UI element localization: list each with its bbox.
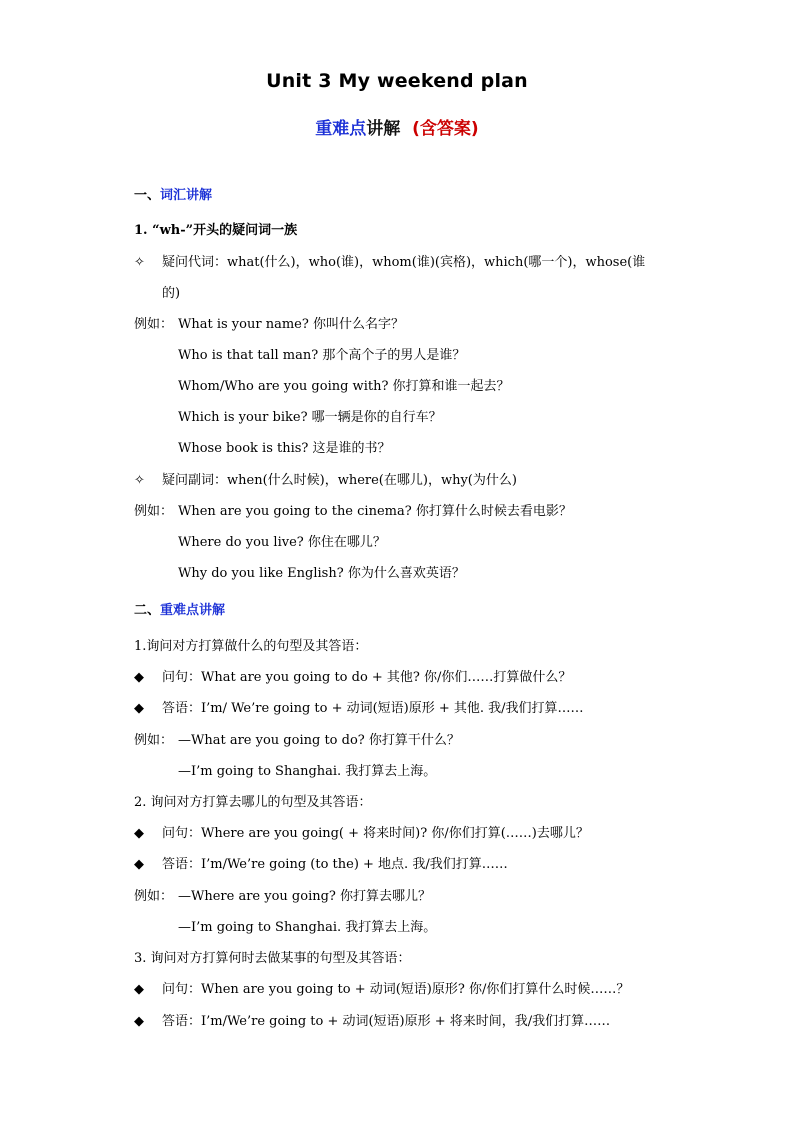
point3-answer: 答语：I’m/We’re going to + 动词(短语)原形 + 将来时间，我/我们打算…… bbox=[162, 1014, 611, 1029]
example-sentence: —I’m going to Shanghai. 我打算去上海。 bbox=[178, 764, 437, 779]
page-title: Unit 3 My weekend plan bbox=[266, 70, 528, 92]
subtitle-key-points: 重难点 bbox=[315, 119, 367, 139]
point2-question: 问句：Where are you going( + 将来时间)? 你/你们打算(……)去哪儿？ bbox=[162, 826, 589, 841]
section1-item1-title: 1. “wh-”开头的疑问词一族 bbox=[134, 223, 298, 238]
example-label: 例如： bbox=[134, 733, 174, 748]
example-sentence: When are you going to the cinema? 你打算什么时候去看电影？ bbox=[178, 504, 572, 519]
example-sentence: —What are you going to do? 你打算干什么？ bbox=[178, 733, 460, 748]
diamond-bullet-icon: ◆ bbox=[134, 982, 144, 997]
section1-title: 词汇讲解 bbox=[160, 188, 213, 203]
section1-heading bbox=[134, 187, 212, 205]
example-sentence: Whose book is this? 这是谁的书？ bbox=[178, 441, 391, 456]
example-sentence: Why do you like English? 你为什么喜欢英语？ bbox=[178, 566, 465, 581]
section2-heading bbox=[134, 602, 225, 620]
point3-question: 问句：When are you going to + 动词(短语)原形? 你/你们打算什么时候……？ bbox=[162, 982, 630, 997]
point1-question: 问句：What are you going to do + 其他? 你/你们……打算做什么？ bbox=[162, 670, 572, 685]
diamond-bullet-icon: ◆ bbox=[134, 701, 144, 716]
point2-answer: 答语：I’m/We’re going (to the) + 地点. 我/我们打算…… bbox=[162, 857, 508, 872]
point3-title: 3. 询问对方打算何时去做某事的句型及其答语： bbox=[134, 951, 411, 966]
diamond-bullet-icon: ◆ bbox=[134, 826, 144, 841]
section1-number: 一、 bbox=[134, 188, 161, 203]
page-subtitle bbox=[0, 114, 794, 139]
point2-title: 2. 询问对方打算去哪儿的句型及其答语： bbox=[134, 795, 372, 810]
pronouns-line-cont: 的) bbox=[162, 286, 181, 301]
example-sentence: Which is your bike? 哪一辆是你的自行车？ bbox=[178, 410, 442, 425]
pronouns-line: 疑问代词：what(什么)，who(谁)，whom(谁)(宾格)，which(哪一个)，whose(谁 bbox=[162, 255, 646, 270]
point1-title: 1.询问对方打算做什么的句型及其答语： bbox=[134, 639, 368, 654]
example-label: 例如： bbox=[134, 504, 174, 519]
point1-answer: 答语：I’m/ We’re going to + 动词(短语)原形 + 其他. 我/我们打算…… bbox=[162, 701, 584, 716]
diamond-bullet-icon: ◆ bbox=[134, 857, 144, 872]
example-sentence: Where do you live? 你住在哪儿？ bbox=[178, 535, 386, 550]
diamond-bullet-icon: ◆ bbox=[134, 670, 144, 685]
section2-number: 二、 bbox=[134, 603, 161, 618]
example-sentence: —Where are you going? 你打算去哪儿？ bbox=[178, 889, 432, 904]
star-bullet-icon: ✧ bbox=[134, 473, 145, 488]
example-sentence: Whom/Who are you going with? 你打算和谁一起去？ bbox=[178, 379, 510, 394]
section2-title: 重难点讲解 bbox=[160, 603, 226, 618]
example-sentence: —I’m going to Shanghai. 我打算去上海。 bbox=[178, 920, 437, 935]
example-label: 例如： bbox=[134, 889, 174, 904]
example-sentence: What is your name? 你叫什么名字？ bbox=[178, 317, 404, 332]
subtitle-explanation: 讲解 bbox=[366, 119, 401, 139]
subtitle-answer-note: (含答案) bbox=[412, 119, 479, 139]
star-bullet-icon: ✧ bbox=[134, 255, 145, 270]
diamond-bullet-icon: ◆ bbox=[134, 1014, 144, 1029]
example-label: 例如： bbox=[134, 317, 174, 332]
example-sentence: Who is that tall man? 那个高个子的男人是谁？ bbox=[178, 348, 466, 363]
adverbs-line: 疑问副词：when(什么时候)，where(在哪儿)，why(为什么) bbox=[162, 473, 517, 488]
